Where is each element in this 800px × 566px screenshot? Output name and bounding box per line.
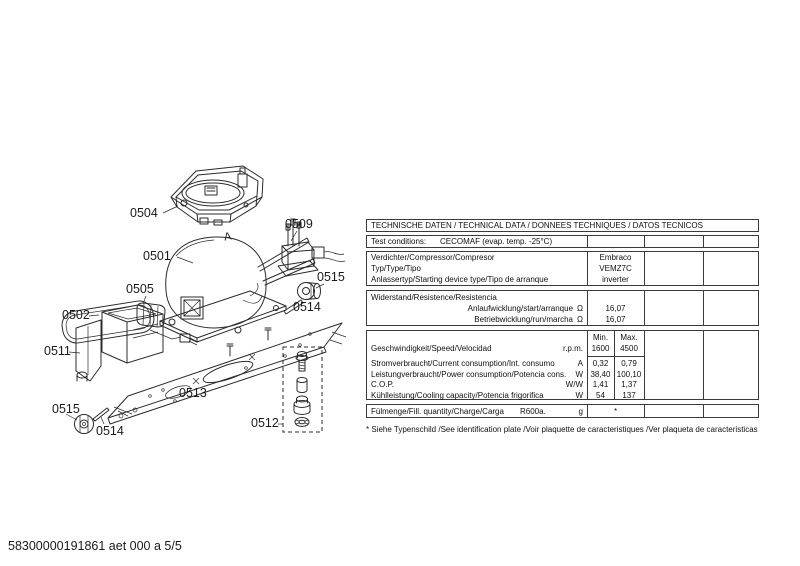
- compressor-label-row: Typ/Type/Tipo: [371, 264, 421, 273]
- column-divider: [644, 252, 645, 285]
- column-divider: [644, 405, 645, 417]
- table-title: TECHNISCHE DATEN / TECHNICAL DATA / DONNEES TECHNIQUES / DATOS TECNICOS: [371, 221, 703, 230]
- compressor-section: [366, 251, 759, 286]
- performance-section: [366, 330, 759, 400]
- perf-row-label: Geschwindigkeit/Speed/Velocidad: [371, 344, 492, 353]
- resistance-row: [367, 304, 583, 315]
- perf-row-min: 1,41: [592, 380, 609, 389]
- grommet-0515-right: [298, 283, 321, 300]
- column-divider: [703, 236, 704, 247]
- column-divider: [644, 331, 645, 399]
- charge-value-asterisk: *: [613, 406, 618, 416]
- max-header: Max.: [620, 333, 638, 342]
- column-divider: [703, 252, 704, 285]
- refrigerant-type: R600a.: [520, 406, 546, 416]
- test-conditions-value: CECOMAF (evap. temp. -25°C): [440, 237, 553, 246]
- part-label-0513: 0513: [179, 386, 207, 400]
- perf-row-min: 38,40: [590, 369, 611, 379]
- perf-row-label: Leistungverbraucht/Power consumption/Potencia cons.: [371, 369, 567, 379]
- resistance-section: [366, 290, 759, 326]
- charge-label: Fülmenge/Fill. quantity/Charge/Carga: [371, 406, 504, 416]
- part-label-0509: 0509: [285, 217, 313, 231]
- part-label-0502: 0502: [62, 308, 90, 322]
- compressor-label-row: Verdichter/Compressor/Compresor: [371, 253, 495, 262]
- part-label-0501: 0501: [143, 249, 171, 263]
- perf-row-min: 0,32: [592, 359, 609, 368]
- perf-row-unit: W: [575, 369, 583, 379]
- resistance-header: Widerstand/Resistence/Resistencia: [371, 292, 497, 302]
- perf-row-max: 100,10: [616, 369, 642, 379]
- part-label-0514-left: 0514: [96, 424, 124, 438]
- perf-row-unit: r.p.m.: [562, 344, 583, 353]
- table-title-row: [366, 219, 759, 232]
- part-label-0514-right: 0514: [293, 300, 321, 314]
- compressor-marking-a: A: [223, 230, 233, 244]
- charge-section: [366, 404, 759, 418]
- pin-0514-left: [93, 408, 109, 421]
- ohm-symbol: Ω: [577, 303, 583, 313]
- compressor-value: Embraco: [599, 253, 632, 262]
- part-label-0511: 0511: [44, 344, 71, 358]
- perf-row-min: 1600: [591, 344, 610, 353]
- column-divider: [703, 405, 704, 417]
- perf-row-max: 137: [622, 390, 636, 400]
- compressor-0501: [160, 237, 315, 342]
- compressor-value: inverter: [602, 275, 629, 284]
- test-conditions-label: Test conditions:: [371, 237, 427, 246]
- compressor-value: VEMZ7C: [599, 264, 632, 273]
- perf-row-unit: A: [577, 359, 583, 368]
- perf-row-max: 1,37: [621, 380, 637, 389]
- min-header: Min.: [592, 333, 609, 342]
- perf-row-label: C.O.P.: [371, 380, 394, 389]
- tray-0504: [171, 166, 263, 225]
- perf-row-label: Stromverbraucht/Current consumption/Int. consumo: [371, 359, 555, 368]
- column-divider: [703, 291, 704, 325]
- part-label-0515-left: 0515: [52, 402, 80, 416]
- resistance-row-label: Anlaufwicklung/start/arranque: [467, 303, 574, 313]
- column-divider: [587, 236, 588, 247]
- table-footnote: * Siehe Typenschild /See identification plate /Voir plaquette de caracteristiques /Ver plaqueta de caracteristicas: [366, 425, 758, 434]
- column-divider: [644, 291, 645, 325]
- column-divider: [703, 331, 704, 399]
- column-divider: [644, 236, 645, 247]
- perf-row-min: 54: [596, 390, 605, 400]
- resistance-row: [367, 315, 583, 326]
- minmax-underline: [587, 356, 644, 357]
- ohm-symbol: Ω: [577, 314, 583, 324]
- part-label-0512: 0512: [251, 416, 279, 430]
- perf-row-unit: W/W: [565, 380, 583, 389]
- compressor-label-row: Anlassertyp/Starting device type/Tipo de arranque: [371, 275, 549, 284]
- perf-row-label: Kühlleistung/Cooling capacity/Potencia frigorifica: [371, 390, 544, 400]
- resistance-row-label: Betriebwicklung/run/marcha: [474, 314, 574, 324]
- part-label-0504: 0504: [130, 206, 158, 220]
- perf-row-unit: W: [575, 390, 583, 400]
- part-label-0505: 0505: [126, 282, 154, 296]
- perf-row-max: 4500: [620, 344, 638, 353]
- test-conditions-row: [366, 235, 759, 248]
- charge-unit: g: [578, 406, 583, 416]
- document-reference: 58300000191861 aet 000 a 5/5: [8, 539, 182, 553]
- part-label-0515-right: 0515: [317, 270, 345, 284]
- grommet-0515-left: [75, 415, 94, 434]
- perf-row-max: 0,79: [621, 359, 637, 368]
- resistance-row-value: 16,07: [605, 303, 626, 313]
- resistance-row-value: 16,07: [605, 314, 626, 324]
